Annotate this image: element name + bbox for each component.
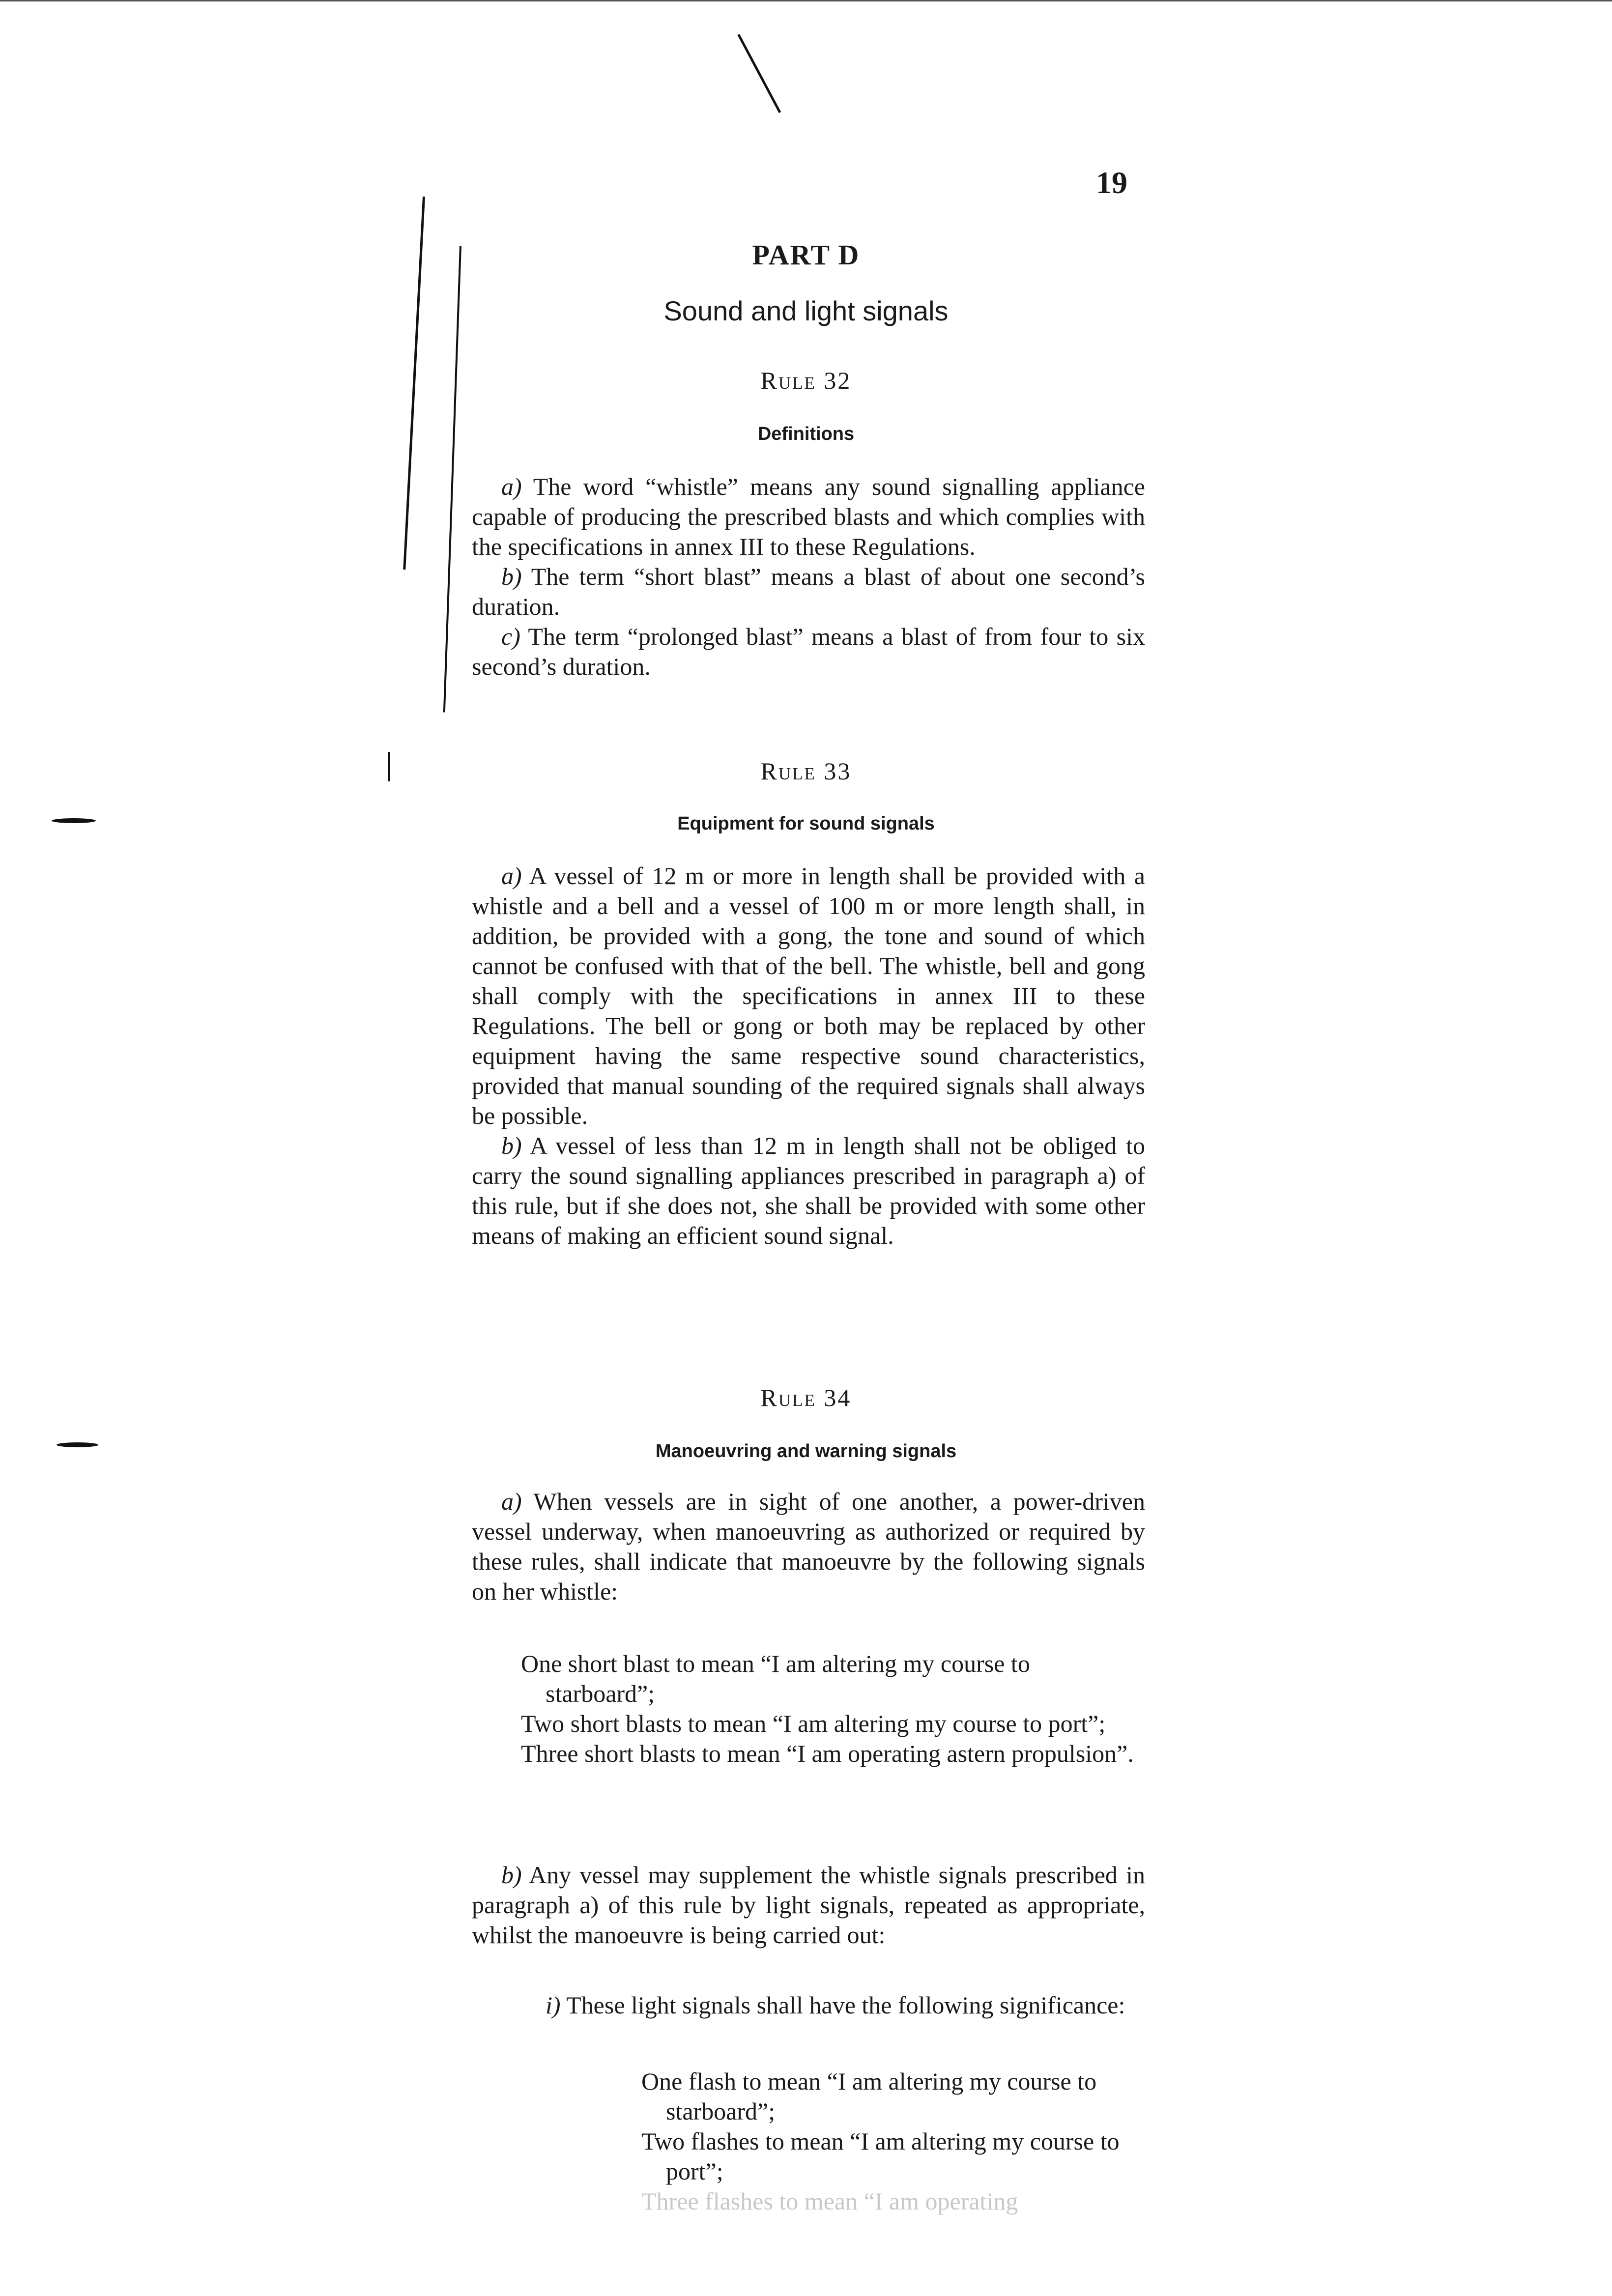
rule-34-heading: Rule 34 [760,1384,852,1411]
rule-34-para-a: a) When vessels are in sight of one another, a power-driven vessel underway, when manoeuvring as authorized or required by these rules, shall indicate that manoeuvre by the following signals on her whistle: [472,1488,1145,1605]
rule-34-para-b: b) Any vessel may supplement the whistle signals prescribed in paragraph a) of this rule by light signals, repeated as appropriate, whilst the manoeuvre is being carried out: [472,1861,1145,1949]
light-signal-item: Three flashes to mean “I am operating [641,2187,1018,2215]
rule-33-para-b: b) A vessel of less than 12 m in length shall not be obliged to carry the sound signalling appliances prescribed in paragraph a) of this rule, but if she does not, she shall be provided with some other means of making an efficient sound signal. [472,1132,1145,1249]
whistle-signal-list [521,1649,1145,1769]
rule-34-item-i: i) These light signals shall have the following significance: [546,1991,1125,2019]
rule-33-heading: Rule 33 [760,757,852,785]
part-subtitle: Sound and light signals [663,295,949,326]
rule-32-para-a: a) The word “whistle” means any sound signalling appliance capable of producing the prescribed blasts and which complies with the specifications in annex III to these Regulations. [472,473,1145,560]
light-signal-item: Two flashes to mean “I am altering my course to port”; [641,2127,1120,2185]
rule-32-para-c: c) The term “prolonged blast” means a blast of from four to six second’s duration. [472,623,1145,680]
rule-32-subtitle: Definitions [757,424,855,444]
rule-32-body [472,472,1145,682]
rule-32-heading: Rule 32 [760,367,852,394]
whistle-signal-item: Three short blasts to mean “I am operating astern propulsion”. [521,1740,1134,1767]
scan-artifact-margin-line [443,246,461,713]
rule-33-para-a: a) A vessel of 12 m or more in length shall be provided with a whistle and a bell and a vessel of 100 m or more length shall, in addition, be provided with a gong, the tone and sound of which cannot be confused with that of the bell. The whistle, bell and gong shall comply with the specifications in annex III to these Regulations. The bell or gong or both may be replaced by other equipment having the same respective sound characteristics, provided that manual sounding of the required signals shall always be possible. [472,862,1145,1129]
whistle-signal-item: Two short blasts to mean “I am altering my course to port”; [521,1710,1106,1737]
scan-artifact-margin-line [388,752,390,781]
scan-artifact-stroke [737,34,781,113]
light-signal-list [641,2066,1145,2216]
whistle-signal-item: One short blast to mean “I am altering my course to starboard”; [521,1650,1030,1707]
scan-artifact-curve [52,818,96,823]
scan-artifact-curve [57,1442,98,1447]
rule-34-subtitle: Manoeuvring and warning signals [655,1441,957,1462]
rule-32-para-b: b) The term “short blast” means a blast of about one second’s duration. [472,563,1145,620]
rule-33-body [472,861,1145,1251]
page-number: 19 [1096,165,1127,200]
scan-artifact-line [0,0,1612,1]
light-signal-item: One flash to mean “I am altering my course to starboard”; [641,2067,1097,2125]
part-heading: PART D [752,239,860,271]
rule-33-subtitle: Equipment for sound signals [677,813,935,834]
scan-artifact-margin-line [403,197,425,570]
